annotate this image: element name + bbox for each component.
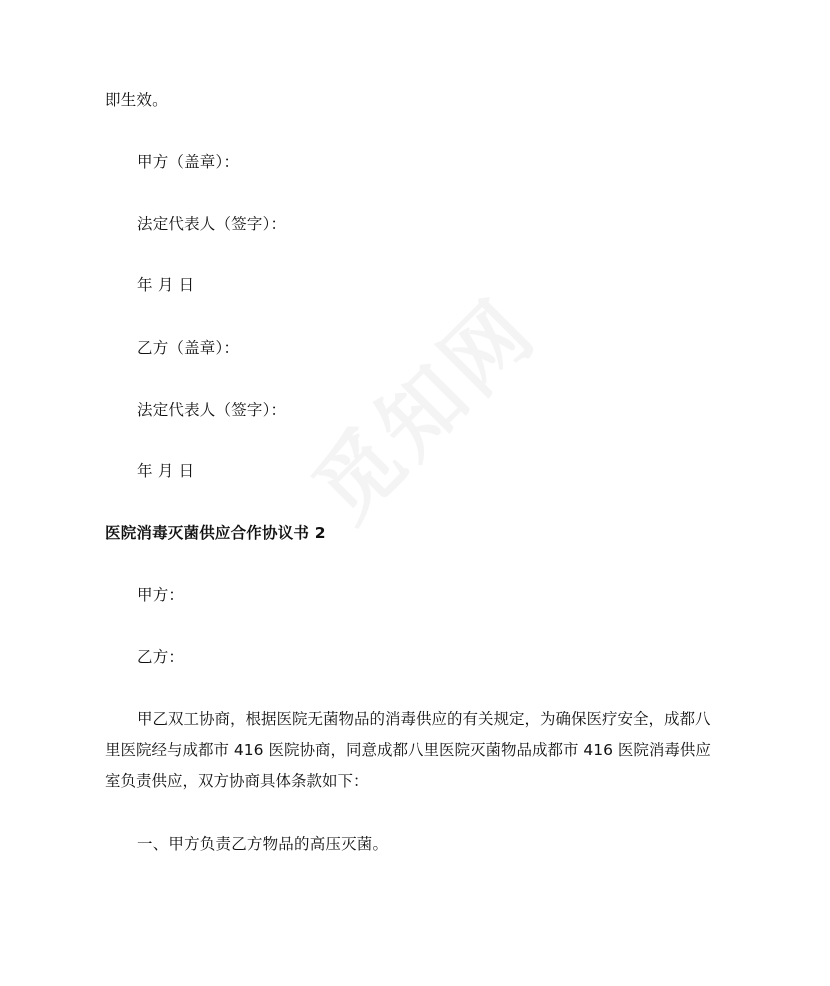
party-a-date-label: 年 月 日 bbox=[137, 276, 195, 294]
party-b-label: 乙方： bbox=[137, 648, 185, 666]
paragraph-line: 里医院经与成都市 416 医院协商，同意成都八里医院灭菌物品成都市 416 医院消毒供应 bbox=[105, 741, 711, 759]
section-heading: 医院消毒灭菌供应合作协议书 2 bbox=[105, 524, 326, 542]
party-a-representative-label: 法定代表人（签字）： bbox=[137, 215, 287, 233]
clause-one: 一、甲方负责乙方物品的高压灭菌。 bbox=[137, 835, 389, 853]
party-a-label: 甲方： bbox=[137, 586, 185, 604]
paragraph-line: 甲乙双工协商，根据医院无菌物品的消毒供应的有关规定，为确保医疗安全，成都八 bbox=[137, 710, 711, 728]
party-b-date-label: 年 月 日 bbox=[137, 462, 195, 480]
watermark bbox=[280, 265, 570, 555]
party-b-seal-label: 乙方（盖章）： bbox=[137, 339, 240, 357]
party-a-seal-label: 甲方（盖章）： bbox=[137, 153, 240, 171]
text-line-effective: 即生效。 bbox=[105, 91, 168, 109]
paragraph-line: 室负责供应，双方协商具体条款如下： bbox=[105, 772, 369, 790]
party-b-representative-label: 法定代表人（签字）： bbox=[137, 401, 287, 419]
